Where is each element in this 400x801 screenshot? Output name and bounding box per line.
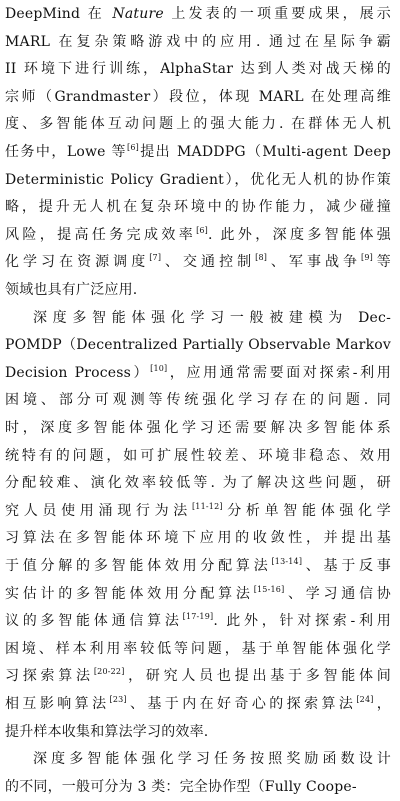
text-run: Decision Process） [5, 364, 151, 381]
text-run: 时，深度多智能体强化学习还需要解决多智能体系 [5, 420, 391, 436]
text-run: 等 [372, 254, 391, 271]
paragraph-1-line [5, 194, 391, 221]
text-run: 的不同，一般可分为 3 类：完全协作型（Fully Coope- [5, 778, 357, 795]
text-run: ， [373, 696, 391, 712]
paragraph-2-line [5, 332, 391, 359]
text-run: 、基于反事 [302, 558, 391, 574]
paragraph-2-line [5, 415, 391, 442]
text-run: 、军事战争 [267, 254, 362, 271]
paragraph-2-line [5, 360, 391, 387]
paragraph-2-line [5, 553, 391, 580]
text-run: DeepMind 在 [5, 6, 113, 22]
citation-marker: [23] [109, 695, 127, 704]
text-run: 深度多智能体强化学习一般被建模为 Dec- [33, 309, 391, 326]
text-run: 分配较难、演化效率较低等. 为了解决这些问题，研 [5, 475, 391, 492]
paragraph-1-line [5, 249, 391, 276]
paragraph-2-line [5, 387, 391, 414]
text-run: 相互影响算法 [5, 696, 110, 712]
text-run: 实估计的多智能体效用分配算法 [5, 585, 254, 602]
citation-marker: [8] [255, 253, 268, 263]
text-run: . 此外，深度多智能体强 [208, 226, 391, 243]
paragraph-2-line [5, 719, 391, 746]
text-run: ，应用通常需要面对探索-利用 [167, 364, 391, 381]
paragraph-1-line [5, 29, 391, 56]
paragraph-2-line [5, 525, 391, 552]
paragraph-1-line [5, 277, 391, 304]
text-run: 困境、部分可观测等传统强化学习存在的问题. 同 [5, 392, 391, 409]
citation-marker: [20-22] [93, 667, 125, 677]
paragraph-1-line [5, 139, 391, 166]
citation-marker: [24] [356, 695, 374, 704]
text-run: 任务中，Lowe 等 [5, 144, 127, 160]
citation-marker: [6] [196, 225, 208, 235]
paragraph-2-line [5, 443, 391, 470]
paragraph-2-line [5, 498, 391, 525]
paragraph-1-line [5, 1, 391, 28]
text-run: 上发表的一项重要成果，展示 [163, 6, 391, 22]
text-run: 议的多智能体通信算法 [5, 613, 183, 630]
text-run: 究人员使用涌现行为法 [5, 502, 192, 519]
paragraph-1-line [5, 167, 391, 194]
paragraph-3-line [33, 746, 391, 773]
text-run: 习算法在多智能体环境下应用的收敛性，并提出基 [5, 530, 391, 547]
paragraph-1-line [5, 222, 391, 249]
text-run: ，研究人员也提出基于多智能体间 [124, 668, 391, 685]
citation-marker: [10] [150, 363, 168, 373]
text-run: 度、多智能体互动问题上的强大能力. 在群体无人机 [5, 116, 391, 133]
text-run: 统特有的问题，如可扩展性较差、环境非稳态、效用 [5, 447, 391, 464]
paragraph-2-line [5, 608, 391, 635]
citation-marker: [7] [149, 253, 162, 263]
text-run: II 环境下进行训练，AlphaStar 达到人类对战天梯的 [5, 61, 391, 78]
text-run: MARL 在复杂策略游戏中的应用. 通过在星际争霸 [5, 33, 391, 50]
text-run: Deterministic Policy Gradient），优化无人机的协作策 [5, 171, 391, 188]
text-run: 困境、样本利用率较低等问题，基于单智能体强化学 [5, 640, 391, 657]
paragraph-2-line [5, 581, 391, 608]
text-run: 分析单智能体强化学 [222, 502, 391, 519]
text-run: 宗师（Grandmaster）段位，体现 MARL 在处理高维 [5, 88, 391, 105]
paragraph-1-line [5, 84, 391, 111]
citation-marker: [9] [361, 253, 373, 263]
citation-marker: [6] [127, 143, 139, 152]
text-run: 提升样本收集和算法学习的效率. [5, 723, 209, 740]
paragraph-2-line [5, 636, 391, 663]
paragraph-1-line [5, 111, 391, 138]
paragraph-1-line [5, 56, 391, 83]
paragraph-2-line [5, 663, 391, 690]
text-run: 提出 MADDPG（Multi-agent Deep [138, 144, 391, 160]
paragraph-2-line [5, 470, 391, 497]
text-run: . 此外，针对探索-利用 [213, 613, 391, 630]
text-run: 、学习通信协 [284, 585, 391, 602]
citation-marker: [11-12] [191, 501, 223, 511]
paragraph-2-line [5, 691, 391, 718]
text-run: 、交通控制 [161, 254, 256, 271]
text-run: 习探索算法 [5, 668, 94, 685]
text-run: 、基于内在好奇心的探索算法 [126, 696, 357, 712]
text-run: POMDP（Decentralized Partially Observable Markov [5, 337, 391, 354]
text-run: 深度多智能体强化学习任务按照奖励函数设计 [33, 751, 391, 768]
text-run: 领域也具有广泛应用. [5, 282, 138, 298]
citation-marker: [13-14] [271, 557, 303, 566]
citation-marker: [17-19] [182, 612, 214, 622]
text-run: 风险，提高任务完成效率 [5, 226, 197, 243]
text-run: 化学习在资源调度 [5, 254, 150, 271]
citation-marker: [15-16] [253, 584, 285, 594]
paragraph-3-line [5, 774, 391, 801]
text-run: 于值分解的多智能体效用分配算法 [5, 558, 272, 574]
paragraph-2-line [33, 305, 391, 332]
text-run: 略，提升无人机在复杂环境中的协作能力，减少碰撞 [5, 199, 391, 216]
italic-text: Nature [112, 6, 164, 22]
